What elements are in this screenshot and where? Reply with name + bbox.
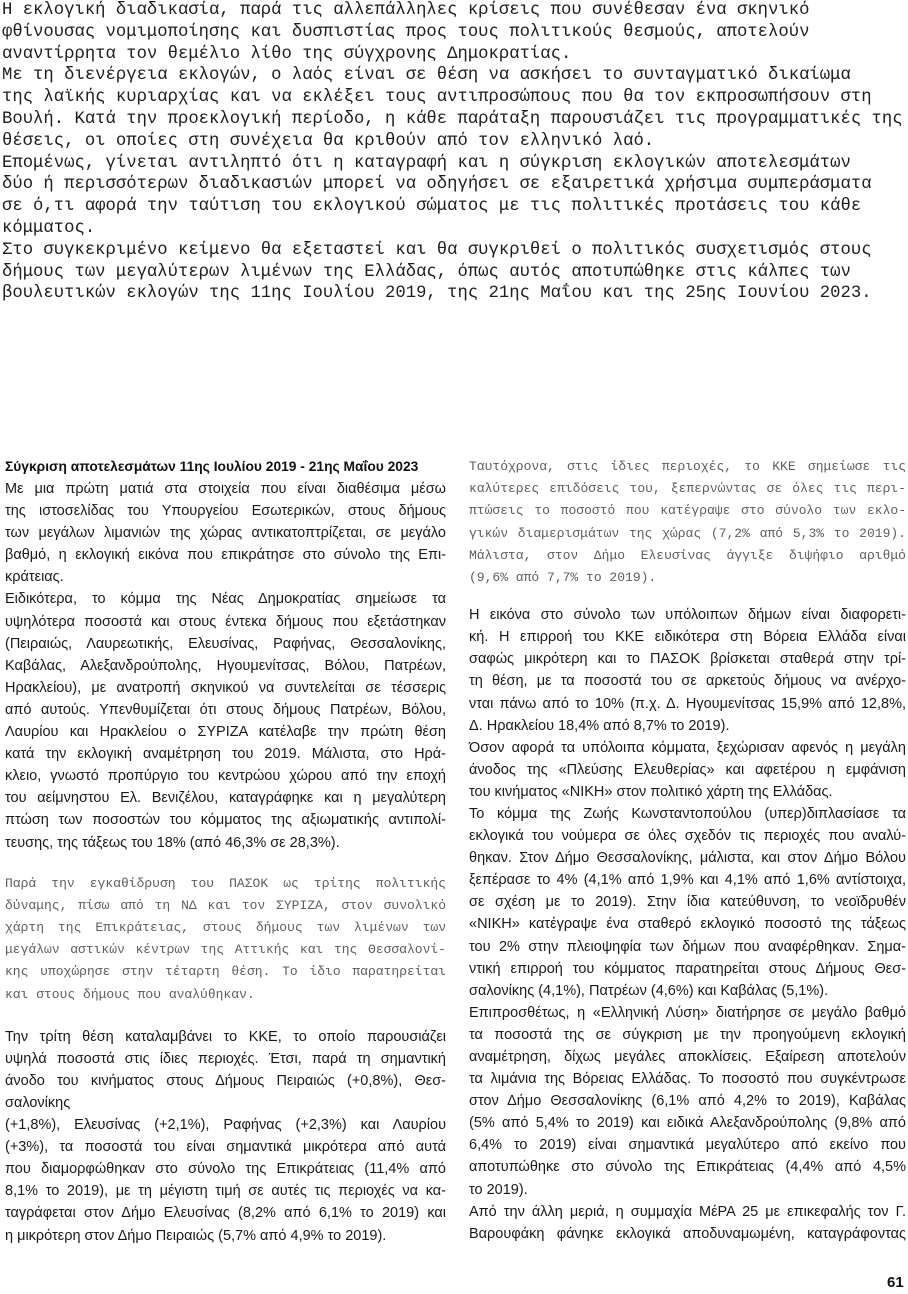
text-line: κή. Η επιρροή του ΚΚΕ ειδικότερα στη Βόρεια Ελλάδα είναι [469,629,906,646]
left-column [5,456,446,1247]
text-line: άνοδος της «Πλεύσης Ελευθερίας» και αφετέρου η εμφάνιση [469,761,906,778]
text-line: των μεγάλων λιμανιών της χώρας αντικατοπτρίζεται, σε μεγάλο [5,525,446,542]
text-line: Λαυρίου και Ηρακλείου ο ΣΥΡΙΖΑ κατέλαβε την πρώτη θέση [5,724,446,741]
text-line: δύναμης, πίσω από τη ΝΔ και τον ΣΥΡΙΖΑ, στον συνολικό [5,897,446,913]
text-line: «ΝΙΚΗ» κατέγραψε ένα σταθερό εκλογικό ποσοστό της τάξεως [469,916,906,933]
intro-line: δήμους των μεγαλύτερων λιμένων της Ελλάδας, όπως αυτός αποτυπώθηκε στις κάλπες των [2,262,851,282]
text-line: 8,1% το 2019), με τη μέγιστη τιμή σε αυτές τις περιοχές να κα- [5,1183,446,1200]
text-line: κλειο, γνωστό προπύργιο του κεντρώου χώρου από την εποχή [5,768,446,785]
text-line: κράτειας. [5,569,64,586]
paragraph [469,737,906,803]
text-line: Η εικόνα στο σύνολο των υπόλοιπων δήμων είναι διαφορετι- [469,607,906,624]
text-line: σαλονίκης [5,1095,71,1111]
intro-line: σε ό,τι αφορά την ταύτιση του εκλογικού σώματος με τις πολιτικές προτάσεις του κάθε [2,197,862,217]
text-line: Επιπροσθέτως, η «Ελληνική Λύση» διατήρησε σε μεγάλο βαθμό [469,1004,906,1021]
text-line: θηκαν. Στον Δήμο Θεσσαλονίκης, μάλιστα, και στον Δήμο Βόλου [469,850,906,867]
text-line: βαθμό, η εκλογική εικόνα που επικράτησε στο σύνολο της Επι- [5,547,446,564]
intro-line: θέσεις, οι οποίες στη συνέχεια θα κριθούν από τον ελληνικό λαό. [2,131,655,151]
paragraph [469,1002,906,1201]
text-line: Την τρίτη θέση καταλαμβάνει το ΚΚΕ, το οποίο παρουσιάζει [5,1028,446,1045]
text-line: αποτυπώθηκε στο σύνολο της Επικράτειας (4,4% από 4,5% [469,1159,906,1176]
text-line: Μάλιστα, στον Δήμο Ελευσίνας άγγιξε διψήφιο αριθμό [469,547,906,563]
text-line: Ειδικότερα, το κόμμα της Νέας Δημοκρατίας σημείωσε τα [5,591,446,608]
paragraph [5,588,446,853]
section-heading: Σύγκριση αποτελεσμάτων 11ης Ιουλίου 2019 - 21ης Μαΐου 2023 [5,459,419,474]
text-line: που διαμορφώθηκαν στο σύνολο της Επικράτειας (11,4% από [5,1161,446,1178]
text-line: νται πάνω από το 10% (π.χ. Δ. Ηγουμενίτσας 15,9% από 12,8%, [469,695,906,712]
right-column [469,456,906,1245]
intro-line: κόμματος. [2,218,96,238]
intro-line: φθίνουσας νομιμοποίησης και δυσπιστίας προς τους πολιτικούς θεσμούς, αποτελούν [2,22,810,42]
text-line: μεγάλων αστικών κέντρων της Αττικής και της Θεσσαλονί- [5,942,446,958]
text-line: υψηλότερα ποσοστά και στους έντεκα δήμους που εξετάστηκαν [5,613,446,630]
paragraph [5,1026,446,1247]
intro-line: δύο ή περισσότερων διαδικασιών μπορεί να οδηγήσει σε εξαιρετικά χρήσιμα συμπεράσματα [2,175,872,195]
text-line: τα ποσοστά της σε σύγκριση με την προηγούμενη εκλογική [469,1026,906,1043]
paragraph [5,478,446,588]
text-line: άνοδο του κινήματος στους Δήμους Πειραιώς (+0,8%), Θεσ- [5,1072,446,1089]
text-line: Ταυτόχρονα, στις ίδιες περιοχές, το ΚΚΕ σημείωσε τις [469,459,906,474]
page-number: 61 [887,1274,904,1291]
intro-line: Στο συγκεκριμένο κείμενο θα εξεταστεί και θα συγκριθεί ο πολιτικός συσχετισμός στους [2,240,872,260]
text-line: γικών διαμερισμάτων της χώρας (7,2% από 5,3% το 2019). [469,525,906,541]
text-line: κατά την εκλογική αναμέτρηση του 2019. Μάλιστα, στο Ηρά- [5,746,446,763]
text-line: Με μια πρώτη ματιά στα στοιχεία που είναι διαθέσιμα μέσω [5,481,446,497]
text-line: σε σχέση με το 2019). Στην ίδια κατεύθυνση, το νεοϊδρυθέν [469,894,906,911]
text-line: πτώση των ποσοστών του κόμματος της αξιωματικής αντιπολί- [5,812,446,829]
text-line: και στους δήμους που αναλύθηκαν. [5,986,255,1002]
text-line: αναμέτρηση, δίχως μεγάλες αποκλίσεις. Εξαίρεση αποτελούν [469,1049,906,1065]
text-line: ντική επιρροή του κόμματος παρατηρείται στους Δήμους Θεσ- [469,960,906,977]
text-line: ξεπέρασε το 4% (4,1% από 1,9% και 4,1% από 1,6% αντίστοιχα, [469,872,906,889]
text-line: (5% από 5,4% το 2019) και ειδικά Αλεξανδρούπολης (9,8% από [469,1115,906,1132]
text-line: ταγράφεται στον Δήμο Ελευσίνας (8,2% από 6,1% το 2019) και [5,1205,446,1222]
text-line: στον Δήμο Θεσσαλονίκης (6,1% από 4,2% το 2019), Καβάλας [469,1093,906,1110]
intro-line: Η εκλογική διαδικασία, παρά τις αλλεπάλληλες κρίσεις που συνέθεσαν ένα σκηνικό [2,1,810,20]
intro-line: Βουλή. Κατά την προεκλογική περίοδο, η κάθε παράταξη παρουσιάζει τις προγραμματικές της [2,109,903,129]
text-line: υψηλά ποσοστά στις ίδιες περιοχές. Έτσι, παρά τη σημαντική [5,1050,446,1067]
text-line: Από την άλλη μεριά, η συμμαχία ΜέΡΑ 25 με επικεφαλής τον Γ. [469,1203,906,1220]
intro-text [2,0,903,305]
text-line: Ηρακλείου), με ανατροπή σκηνικού να συντελείται σε τέσσερις [5,679,446,696]
paragraph [469,803,906,1002]
text-line: 6,4% το 2019) είναι σημαντικά μεγαλύτερο από εκείνο που [469,1137,906,1154]
intro-line: της λαϊκής κυριαρχίας και να εκλέξει τους αντιπροσώπους που θα τον εκπροσωπήσουν στη [2,88,872,108]
text-line: από αυτούς. Υπενθυμίζεται ότι στους δήμους Πατρέων, Βόλου, [5,701,446,718]
text-line: Το κόμμα της Ζωής Κωνσταντοπούλου (υπερ)διπλασίασε τα [469,805,906,822]
callout-paragraph [469,456,906,589]
text-line: Καβάλας, Αλεξανδρούπολης, Ηγουμενίτσας, Βόλου, Πατρέων, [5,657,446,674]
text-line: του αείμνηστου Ελ. Βενιζέλου, καταγράφηκε και η μεγαλύτερη [5,790,446,807]
text-line: του κινήματος «ΝΙΚΗ» στον πολιτικό χάρτη της Ελλάδας. [469,783,833,800]
text-line: το 2019). [469,1181,528,1198]
intro-line: αναντίρρητα τον θεμέλιο λίθο της σύγχρονης Δημοκρατίας. [2,44,572,64]
intro-line: βουλευτικών εκλογών της 11ης Ιουλίου 2019, της 21ης Μαΐου και της 25ης Ιουνίου 2023. [2,284,872,304]
text-line: σαλονίκης (4,1%), Πατρέων (4,6%) και Καβάλας (5,1%). [469,982,829,999]
callout-paragraph [5,873,446,1006]
text-line: (9,6% από 7,7% το 2019). [469,569,657,585]
text-line: καλύτερες επιδόσεις του, ξεπερνώντας σε όλες τις περι- [469,481,906,497]
paragraph [469,604,906,737]
intro-line: Επομένως, γίνεται αντιληπτό ότι η καταγραφή και η σύγκριση εκλογικών αποτελεσμάτων [2,153,851,173]
text-line: του 2% στην πλειοψηφία των δήμων που αναφέρθηκαν. Σημα- [469,938,906,955]
text-line: χάρτη της Επικράτειας, στους δήμους των λιμένων των [5,919,446,935]
text-line: (+1,8%), Ελευσίνας (+2,1%), Ραφήνας (+2,3%) και Λαυρίου [5,1117,446,1134]
text-line: Παρά την εγκαθίδρυση του ΠΑΣΟΚ ως τρίτης πολιτικής [5,875,446,891]
intro-line: Με τη διενέργεια εκλογών, ο λαός είναι σε θέση να ασκήσει το συνταγματικό δικαίωμα [2,66,851,86]
text-line: σαφώς μικρότερη και το ΠΑΣΟΚ βρίσκεται σταθερά στην τρί- [469,651,906,668]
text-line: (Πειραιώς, Λαυρεωτικής, Ελευσίνας, Ραφήνας, Θεσσαλονίκης, [5,635,446,652]
text-line: τευσης, της τάξεως του 18% (από 46,3% σε 28,3%). [5,834,340,851]
text-line: κης υποχώρησε στην τέταρτη θέση. Το ίδιο παρατηρείται [5,964,446,980]
text-line: τα λιμάνια της Βόρειας Ελλάδας. Το ποσοστό που συγκέντρωσε [469,1071,906,1088]
text-line: η μικρότερη στον Δήμο Πειραιώς (5,7% από 4,9% το 2019). [5,1227,387,1244]
text-line: Βαρουφάκη φάνηκε εκλογικά αποδυναμωμένη, καταγράφοντας [469,1225,906,1242]
text-line: τη θέση, με τα ποσοστά του σε αρκετούς δήμους να ανέρχο- [469,673,906,690]
text-line: (+3%), τα ποσοστά του είναι σημαντικά μικρότερα από αυτά [5,1139,446,1156]
text-line: πτώσεις το ποσοστό που κατέγραψε στο σύνολο των εκλο- [469,503,906,519]
text-line: Όσον αφορά τα υπόλοιπα κόμματα, ξεχώρισαν αφενός η μεγάλη [469,739,906,756]
paragraph [469,1201,906,1245]
text-line: της ιστοσελίδας του Υπουργείου Εσωτερικών, στους δήμους [5,503,446,520]
text-line: εκλογικά του νούμερα σε όλες σχεδόν τις περιοχές που αναλύ- [469,828,906,845]
text-line: Δ. Ηρακλείου 18,4% από 8,7% το 2019). [469,717,730,734]
